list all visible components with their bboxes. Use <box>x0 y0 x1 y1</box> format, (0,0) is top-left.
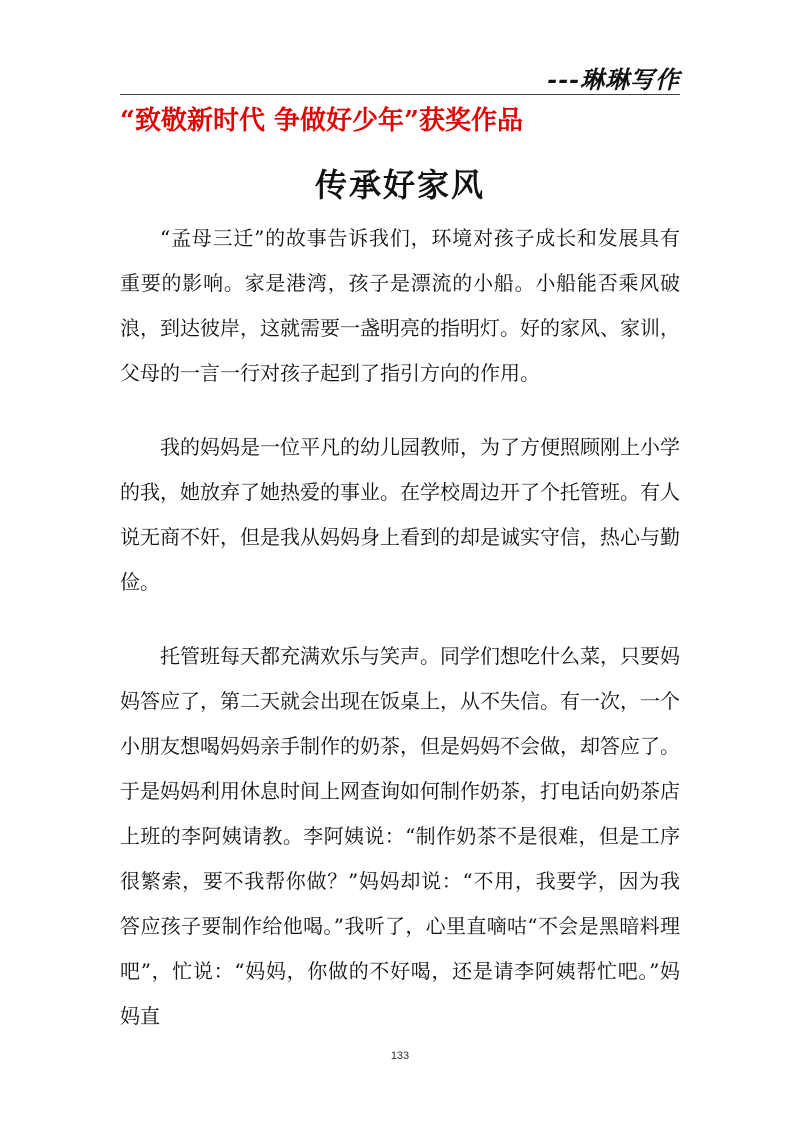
header-divider <box>120 94 680 95</box>
header-author: ---琳琳写作 <box>547 65 680 94</box>
essay-body <box>120 216 680 1068</box>
page-number: 133 <box>390 1050 410 1062</box>
paragraph: 托管班每天都充满欢乐与笑声。同学们想吃什么菜，只要妈妈答应了，第二天就会出现在饭桌上，从不失信。有一次，一个小朋友想喝妈妈亲手制作的奶茶，但是妈妈不会做，却答应了。于是妈妈利用休息时间上网查询如何制作奶茶，打电话向奶茶店上班的李阿姨请教。李阿姨说：“制作奶茶不是很难，但是工序很繁索，要不我帮你做？”妈妈却说：“不用，我要学，因为我答应孩子要制作给他喝。”我听了，心里直嘀咕“不会是黑暗料理吧”，忙说：“妈妈，你做的不好喝，还是请李阿姨帮忙吧。”妈妈直 <box>120 644 680 1028</box>
essay-title: 传承好家风 <box>314 166 485 204</box>
award-title: “致敬新时代 争做好少年”获奖作品 <box>120 106 523 136</box>
paragraph: 我的妈妈是一位平凡的幼儿园教师，为了方便照顾刚上小学的我，她放弃了她热爱的事业。在学校周边开了个托管班。有人说无商不奸，但是我从妈妈身上看到的却是诚实守信，热心与勤俭。 <box>120 435 680 594</box>
paragraph: “孟母三迁”的故事告诉我们，环境对孩子成长和发展具有重要的影响。家是港湾，孩子是漂流的小船。小船能否乘风破浪，到达彼岸，这就需要一盏明亮的指明灯。好的家风、家训，父母的一言一行对孩子起到了指引方向的作用。 <box>120 226 680 385</box>
